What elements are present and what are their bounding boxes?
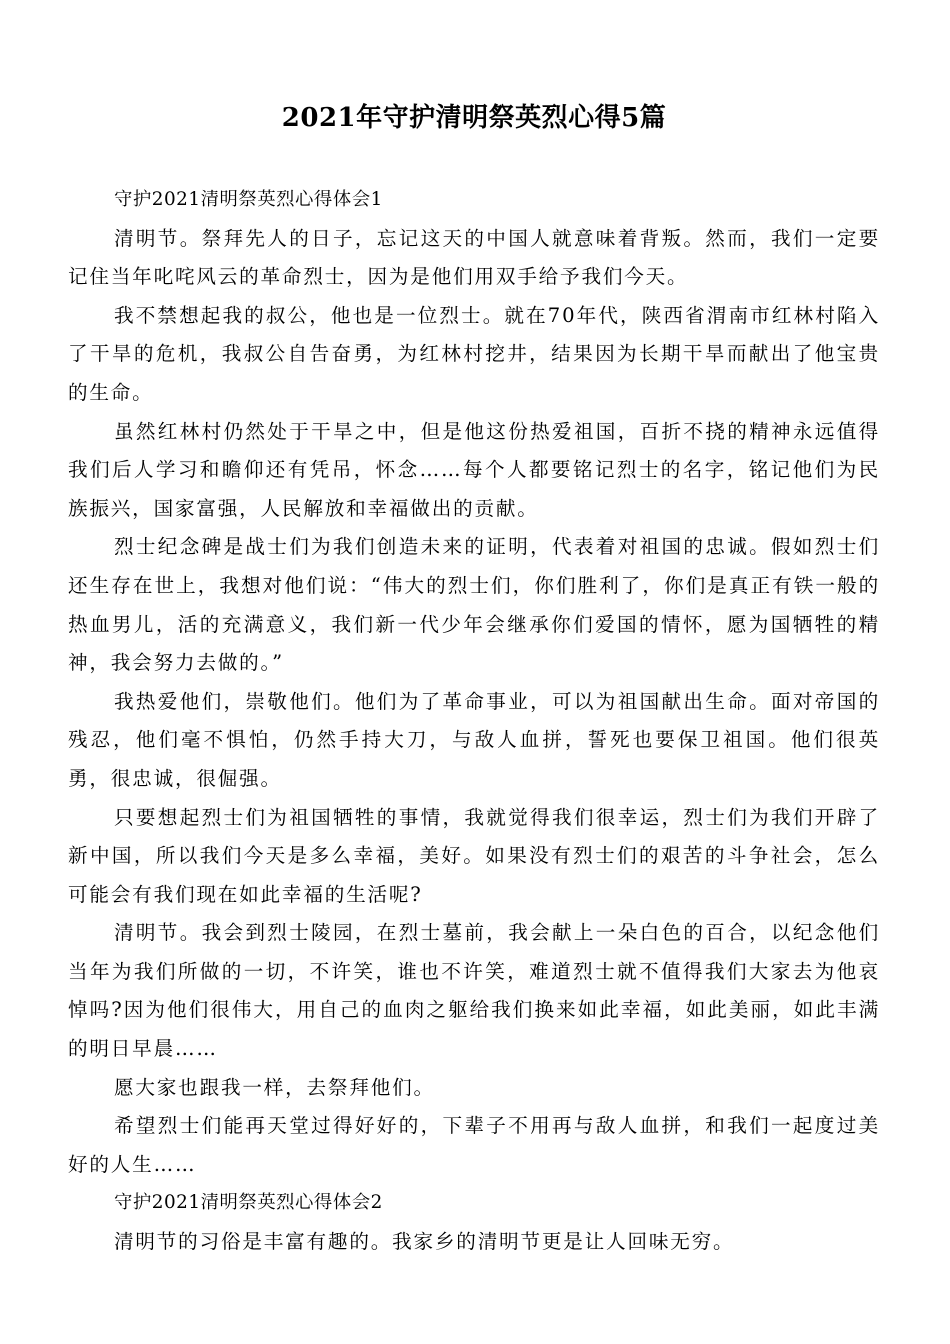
paragraph: 清明节的习俗是丰富有趣的。我家乡的清明节更是让人回味无穷。 <box>114 1230 735 1254</box>
paragraph: 我不禁想起我的叔公，他也是一位烈士。就在70年代，陕西省渭南市红林村陷入了干旱的危机，我叔公自告奋勇，为红林村挖井，结果因为长期干旱而献出了他宝贵的生命。 <box>68 303 880 404</box>
paragraph: 愿大家也跟我一样，去祭拜他们。 <box>114 1075 435 1099</box>
section-heading-2: 守护2021清明祭英烈心得体会2 <box>114 1192 383 1214</box>
paragraph: 希望烈士们能再天堂过得好好的，下辈子不用再与敌人血拼，和我们一起度过美好的人生…… <box>68 1114 880 1176</box>
paragraph: 我热爱他们，崇敬他们。他们为了革命事业，可以为祖国献出生命。面对帝国的残忍，他们毫不惧怕，仍然手持大刀，与敌人血拼，誓死也要保卫祖国。他们很英勇，很忠诚，很倔强。 <box>68 689 880 790</box>
paragraph: 烈士纪念碑是战士们为我们创造未来的证明，代表着对祖国的忠诚。假如烈士们还生存在世上，我想对他们说：“伟大的烈士们，你们胜利了，你们是真正有铁一般的热血男儿，活的充满意义，我们新一代少年会继承你们爱国的情怀，愿为国牺牲的精神，我会努力去做的。” <box>68 535 880 675</box>
section-heading-1: 守护2021清明祭英烈心得体会1 <box>114 189 383 210</box>
document-body <box>68 181 880 1262</box>
paragraph: 虽然红林村仍然处于干旱之中，但是他这份热爱祖国，百折不挠的精神永远值得我们后人学习和瞻仰还有凭吊，怀念……每个人都要铭记烈士的名字，铭记他们为民族振兴，国家富强，人民解放和幸福做出的贡献。 <box>68 419 880 520</box>
document-page <box>68 96 880 1262</box>
paragraph: 只要想起烈士们为祖国牺牲的事情，我就觉得我们很幸运，烈士们为我们开辟了新中国，所以我们今天是多么幸福，美好。如果没有烈士们的艰苦的斗争社会，怎么可能会有我们现在如此幸福的生活呢? <box>68 805 880 906</box>
paragraph: 清明节。祭拜先人的日子，忘记这天的中国人就意味着背叛。然而，我们一定要记住当年叱咤风云的革命烈士，因为是他们用双手给予我们今天。 <box>68 226 880 289</box>
paragraph: 清明节。我会到烈士陵园，在烈士墓前，我会献上一朵白色的百合，以纪念他们当年为我们所做的一切，不许笑，谁也不许笑，难道烈士就不值得我们大家去为他哀悼吗?因为他们很伟大，用自己的血肉之躯给我们换来如此幸福，如此美丽，如此丰满的明日早晨…… <box>68 921 880 1061</box>
document-title: 2021年守护清明祭英烈心得5篇 <box>281 103 667 133</box>
